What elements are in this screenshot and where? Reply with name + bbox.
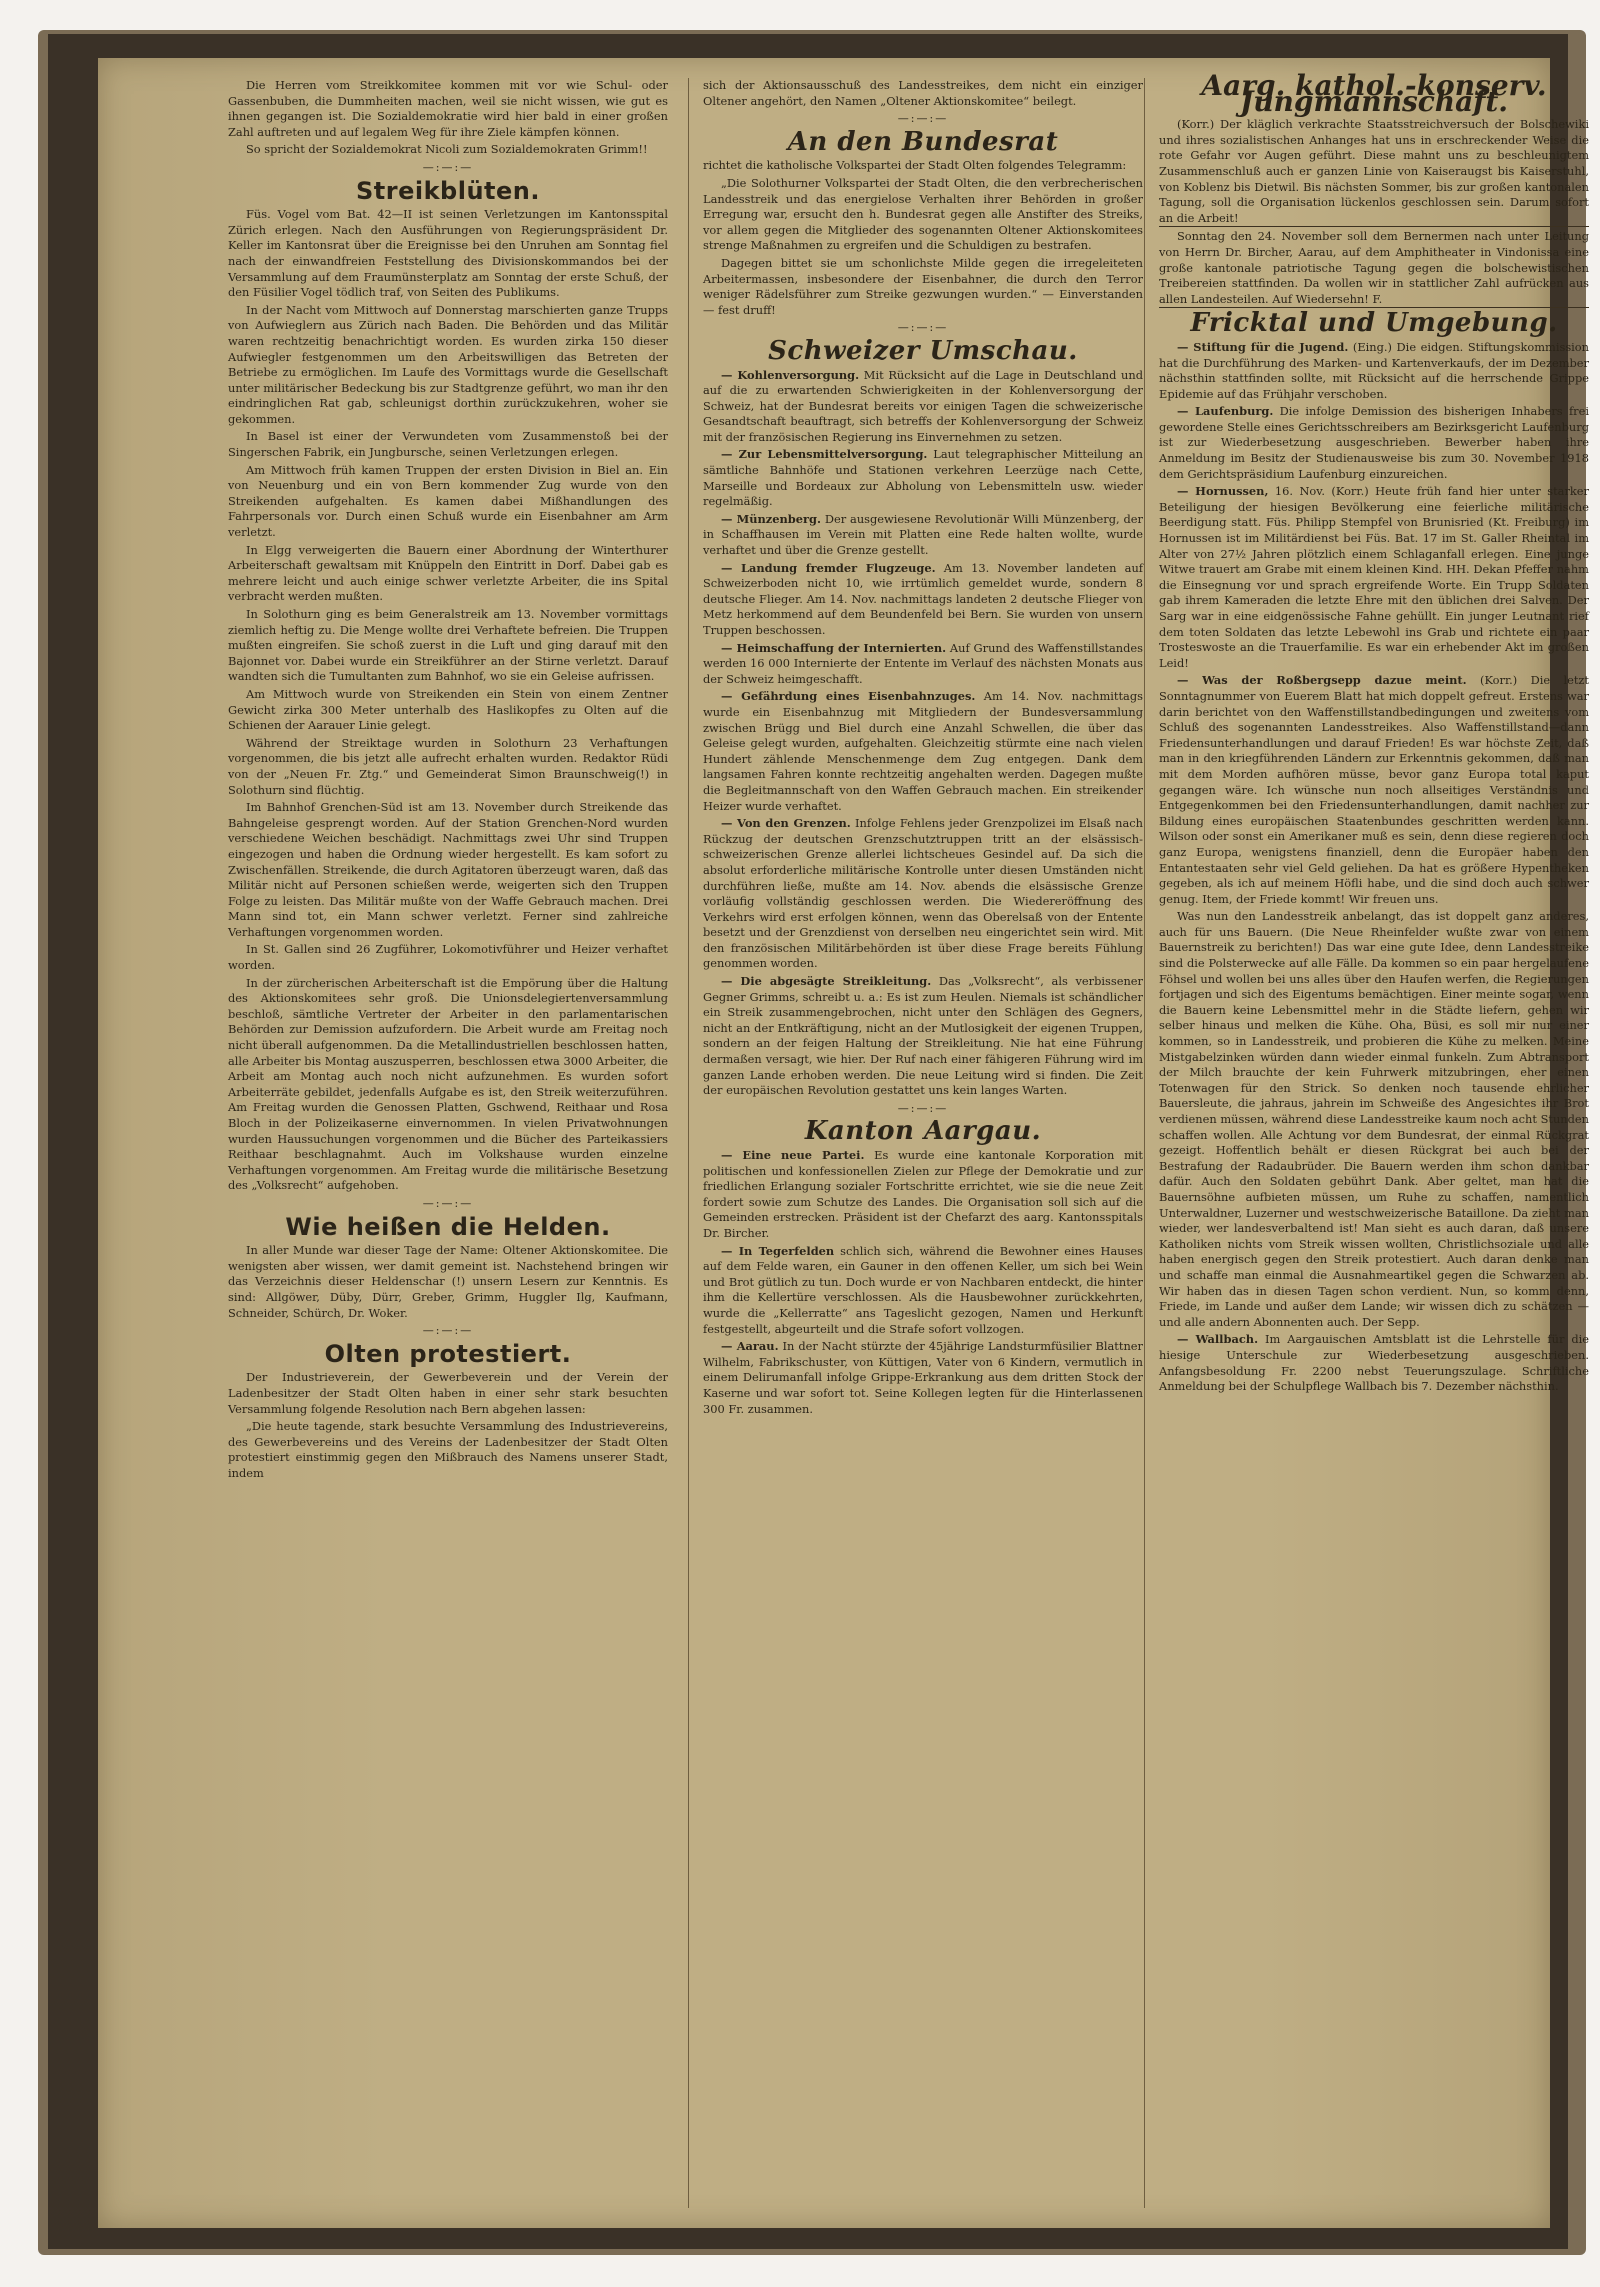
paragraph: Füs. Vogel vom Bat. 42—II ist seinen Verletzungen im Kantonsspital Zürich erlegen. Nach den Ausführungen von Regierungspräsident Dr. Keller im Kantonsrat über die Ereignisse bei den Unruhen am Sonntag fiel nach der einwandfreien Feststellung des Divisionskommandos bei der Versammlung auf dem Fraumünsterplatz am Sonntag der erste Schuß, der den Füsilier Vogel tödlich traf, von Seiten des Publikums. <box>228 207 668 300</box>
news-item <box>703 447 1143 509</box>
item-lead: — Landung fremder Flugzeuge. <box>721 560 936 575</box>
item-text: Mit Rücksicht auf die Lage in Deutschland und auf die zu erwartenden Schwierigkeiten in der Kohlenversorgung der Schweiz, hat der Bundesrat bereits vor einigen Tagen die schweizerische Gesandtschaft beauftragt, sich betreffs der Kohlenversorgung der Schweiz mit der französischen Regierung ins Einvernehmen zu setzen. <box>703 367 1143 444</box>
news-item <box>703 1244 1143 1338</box>
news-item <box>703 689 1143 814</box>
paragraph: In Basel ist einer der Verwundeten vom Zusammenstoß bei der Singerschen Fabrik, ein Jungbursche, seinen Verletzungen erlegen. <box>228 429 668 460</box>
item-lead: — In Tegerfelden <box>721 1243 835 1258</box>
news-item <box>703 974 1143 1099</box>
news-item <box>1159 404 1589 482</box>
item-text: In der Nacht stürzte der 45jährige Landsturmfüsilier Blattner Wilhelm, Fabrikschuster, von Küttigen, Vater von 6 Kindern, vermutlich in einem Delirumanfall infolge Grippe-Erkrankung aus dem dritten Stock der Kaserne und war sofort tot. Seine Kollegen legten für die Hinterlassenen 300 Fr. zusammen. <box>703 1339 1143 1416</box>
heading-schweizer-umschau: Schweizer Umschau. <box>768 335 1078 366</box>
paragraph: In der Nacht vom Mittwoch auf Donnerstag marschierten ganze Trupps von Aufwieglern aus Zürich nach Baden. Die Behörden und das Militär waren rechtzeitig benachrichtigt worden. Es wurden zirka 150 dieser Aufwiegler festgenommen um den Arbeitswilligen das Betreten der Betriebe zu ermöglichen. Im Laufe des Vormittags wurde die Gesellschaft unter militärischer Bedeckung bis zur Stadtgrenze geführt, wo man ihr den eindringlichen Rat gab, schleunigst dorthin zurückzukehren, woher sie gekommen. <box>228 302 668 426</box>
news-item <box>1159 1332 1589 1394</box>
column-3 <box>1144 69 1589 2208</box>
separator: —:—:— <box>422 1324 474 1338</box>
heading-helden: Wie heißen die Helden. <box>285 1212 611 1241</box>
news-item <box>703 368 1143 446</box>
item-lead: — Von den Grenzen. <box>721 816 851 831</box>
news-item <box>703 561 1143 639</box>
item-text: Am 14. Nov. nachmittags wurde ein Eisenbahnzug mit Mitgliedern der Bundesversammlung zwischen Brügg und Biel durch eine Anzahl Schwellen, die über das Geleise gelegt wurden, aufgehalten. Gleichzeitig stürmte eine nach vielen Hundert zählende Menschenmenge dem Zug entgegen. Dank dem langsamen Fahren konnte rechtzeitig angehalten werden. Dagegen mußte die Begleitmannschaft von den Waffen Gebrauch machen. Ein streikender Heizer wurde verhaftet. <box>703 689 1143 813</box>
item-text: Laut telegraphischer Mitteilung an sämtliche Bahnhöfe und Stationen verkehren Leerzüge nach Cette, Marseille und Bordeaux zur Abholung von Lebensmitteln usw. wieder regelmäßig. <box>703 447 1143 509</box>
item-text: Der ausgewiesene Revolutionär Willi Münzenberg, der in Schaffhausen im Verein mit Platten eine Rede halten wollte, wurde verhaftet und über die Grenze gestellt. <box>703 511 1143 558</box>
item-text: Was nun den Landesstreik anbelangt, das ist doppelt ganz anderes, auch für uns Bauern. (Die Neue Rheinfelder wußte zwar von einem Bauernstreik zu berichten!) Das war eine gute Idee, denn Landesstreike sind die Polsterwecke auf alle Fälle. Da kommen so ein paar hergelaufene Föhsel und wollen bei uns alles über den Haufen werfen, die Regierungen fortjagen und sich des Eigentums bemächtigen. Einer meinte sogar, wenn die Bauern keine Lebensmittel mehr in die Städte liefern, gehen wir selber hinaus und melken die Kühe. Oha, Büsi, es soll mir nur einer kommen, so in Landesstreik, und probieren die Kühe zu melken. Meine Mistgabelzinken würden dann wieder einmal funkeln. Zum Abtransport der Milch brauchte der kein Fuhrwerk mitzubringen, eher einen Totenwagen für den Strick. So denken noch tausende ehrlicher Bauersleute, die jahraus, jahrein im Schweiße des Angesichtes ihr Brot verdienen müssen, während diese Landesstreike kaum noch acht Stunden schaffen wollen. Alle Achtung vor dem Bundesrat, der einmal Rückgrat gezeigt. Hoffentlich behält er diesen Rückgrat bei auch bei der Bestrafung der Radaubrüder. Die Bauern werden ihm schon dankbar dafür. Auch den Soldaten gebührt Dank. Aber geltet, man hat die Bauernsöhne aufbieten müssen, um Ruhe zu schaffen, namentlich Unterwaldner, Luzerner und westschweizerische Bataillone. Da zieht man wieder, wer landesverbaltend ist! Man sieht es auch daran, daß unsere Katholiken nichts vom Streik wissen wollten, Christlichsoziale und alle haben energisch gegen den Streik protestiert. Auch daran denke man und schaffe man einmal die Ausnahmeartikel gegen die Schwarzen ab. Wir haben das in diesen Tagen schon verdient. Nun, so komm denn, Friede, im Lande und außer dem Lande; wir wissen dich zu schätzen — und alle andern Abonnenten auch. Der Sepp. <box>1159 909 1589 1329</box>
news-item <box>703 512 1143 559</box>
paragraph: Im Bahnhof Grenchen-Süd ist am 13. November durch Streikende das Bahngeleise gesprengt worden. Auf der Station Grenchen-Nord wurden verschiedene Weichen beschädigt. Nachmittags zwei Uhr sind Truppen eingezogen und haben die Ordnung wieder hergestellt. Es kam sofort zu Zwischenfällen. Streikende, die durch Agitatoren überzeugt waren, daß das Militär nicht auf Personen schießen werde, weigerten sich den Truppen Folge zu leisten. Das Militär mußte von der Waffe Gebrauch machen. Drei Mann sind tot, ein Mann schwer verletzt. Ferner sind zahlreiche Verhaftungen vorgenommen worden. <box>228 800 668 939</box>
heading-kanton-aargau: Kanton Aargau. <box>804 1116 1042 1147</box>
news-item <box>1159 484 1589 671</box>
item-lead: — Gefährdung eines Eisenbahnzuges. <box>721 689 976 704</box>
paragraph: richtet die katholische Volkspartei der Stadt Olten folgendes Telegramm: <box>703 158 1127 173</box>
paragraph: In St. Gallen sind 26 Zugführer, Lokomotivführer und Heizer verhaftet worden. <box>228 942 668 973</box>
col1-intro <box>228 78 668 158</box>
heading-jungmannschaft: Aarg. kathol.-konserv. Jungmannschaft. <box>1201 69 1547 118</box>
paragraph: So spricht der Sozialdemokrat Nicoli zum Sozialdemokraten Grimm!! <box>246 142 648 157</box>
item-text: Am 13. November landeten auf Schweizerboden nicht 10, wie irrtümlich gemeldet wurde, sondern 8 deutsche Flieger. Am 14. Nov. nachmittags landeten 2 deutsche Flieger von Metz herkommend auf dem Beundenfeld bei Bern. Sie wurden von unsern Truppen beschossen. <box>703 560 1143 637</box>
item-text: schlich sich, während die Bewohner eines Hauses auf dem Felde waren, ein Gauner in den offenen Keller, um sich bei Wein und Brot gütlich zu tun. Doch wurde er von Nachbaren entdeckt, die hinter ihm die Kellertüre verschlossen. Als die Hausbewohner zurückkehrten, wurde die „Kellerratte“ ans Tageslicht gezogen, Namen und Herkunft festgestellt, abgeurteilt und die Strafe sofort vollzogen. <box>703 1243 1143 1336</box>
news-item <box>1159 909 1589 1330</box>
paragraph: Sonntag den 24. November soll dem Bernermen nach unter Leitung von Herrn Dr. Bircher, Aarau, auf dem Amphitheater in Vindonissa eine große kantonale patriotische Tagung gegen die bolschewistischen Treibereien stattfinden. Da wollen wir in stattlicher Zahl aufrücken aus allen Landesteilen. Auf Wiedersehn! F. <box>1159 229 1589 308</box>
item-text: Auf Grund des Waffenstillstandes werden 16 000 Internierte der Entente im Verlauf des nächsten Monats aus der Schweiz heimgeschafft. <box>703 640 1143 686</box>
column-2 <box>688 78 1143 2208</box>
paragraph: Dagegen bittet sie um schonlichste Milde gegen die irregeleiteten Arbeitermassen, insbesondere der Eisenbahner, die durch den Terror weniger Rädelsführer zum Streike gezwungen wurden.“ — Einverstanden — fest druff! <box>703 255 1143 317</box>
paragraph: In aller Munde war dieser Tage der Name: Oltener Aktionskomitee. Die wenigsten aber wissen, wer damit gemeint ist. Nachstehend bringen wir das Verzeichnis dieser Heldenschar (!) unsern Lesern zur Kenntnis. Es sind: Allgöwer, Düby, Dürr, Greber, Grimm, Huggler Ilg, Kaufmann, Schneider, Schürch, Dr. Woker. <box>228 1243 668 1320</box>
item-text: (Korr.) Die letzt Sonntagnummer von Euerem Blatt hat mich doppelt gefreut. Erstens war darin berichtet von den Waffenstillstandbedingungen und zweitens vom Schluß des sogenannten Landesstreikes. Also Waffenstillstand—dann Friedensunterhandlungen und darauf Frieden! Es war höchste Zeit, daß man in den kriegführenden Ländern zur Erkenntnis gekommen, daß man mit dem Morden aufhören müsse, bevor ganz Europa total kaput gegangen wäre. Ich wünsche nun noch allseitiges Verständnis und Entgegenkommen bei den Friedensunterhandlungen, damit nachher zur Bildung eines europäischen Staatenbundes geschritten werden kann. Wilson oder sonst ein Amerikaner muß es sein, denn diese regieren doch ganz Europa, wenigstens finanziell, denn die Europäer haben den Entantestaaten sehr viel Geld geliehen. Da hat es größere Hypentheken gegeben, als ich auf meinem Höfli habe, und die sind doch auch schwer genug. Item, der Friede kommt! Wir freuen uns. <box>1159 673 1589 906</box>
news-item <box>703 1339 1143 1417</box>
paragraph: (Korr.) Der kläglich verkrachte Staatsstreichversuch der Bolschewiki und ihres sozialistischen Anhanges hat uns in erschreckender Weise die rote Gefahr vor Augen geführt. Diese mahnt uns zu beschleunigtem Zusammenschluß auch er ganzen Linie von Kaiseraugst bis Kaiserstuhl, von Koblenz bis Dietwil. Bis nächsten Sommer, bis zur großen kantonalen Tagung, soll die Organisation lückenlos geschlossen sein. Darum sofort an die Arbeit! <box>1159 117 1589 227</box>
item-lead: — Münzenberg. <box>721 511 821 526</box>
heading-olten: Olten protestiert. <box>324 1339 572 1368</box>
item-text: Die infolge Demission des bisherigen Inhabers frei gewordene Stelle eines Gerichtsschreibers am Bezirksgericht Laufenburg ist zur Wiederbesetzung ausgeschrieben. Bewerber haben ihre Anmeldung im Besitz der Studienausweise bis zum 30. November 1918 dem Gerichtspräsidium Laufenburg einzureichen. <box>1159 404 1589 481</box>
separator: —:—:— <box>422 160 474 174</box>
paragraph: Am Mittwoch wurde von Streikenden ein Stein von einem Zentner Gewicht zirka 300 Meter unterhalb des Haslikopfes zu Olten auf die Schienen der Aarauer Linie gelegt. <box>228 686 668 733</box>
paragraph: In der zürcherischen Arbeiterschaft ist die Empörung über die Haltung des Aktionskomitees sehr groß. Die Unionsdelegiertenversammlung beschloß, sämtliche Vertreter der Arbeiter in den parlamentarischen Behörden zur Demission aufzufordern. Die Arbeit wurde am Freitag noch nicht überall aufgenommen. Da die Metallindustriellen beschlossen hatten, alle Arbeiter bis Montag auszusperren, beschlossen etwa 3000 Arbeiter, die Arbeit am Montag auch noch nicht aufzunehmen. Es wurden sofort Arbeiterräte gebildet, jedenfalls Aufgabe es ist, den Streik weiterzuführen. Am Freitag wurden die Genossen Platten, Gschwend, Reithaar und Rosa Bloch in der Polizeikaserne einvernommen. In vielen Privatwohnungen wurden Haussuchungen vorgenommen und die Bücher des Parteikassiers Reithaar beschlagnahmt. Auch im Volkshause wurden einzelne Verhaftungen vorgenommen. Am Freitag wurde die militärische Besetzung des „Volksrecht“ aufgehoben. <box>228 975 668 1193</box>
item-lead: — Kohlenversorgung. <box>721 367 860 382</box>
paragraph: Der Industrieverein, der Gewerbeverein und der Verein der Ladenbesitzer der Stadt Olten haben in einer sehr stark besuchten Versammlung folgende Resolution nach Bern abgehen lassen: <box>228 1370 668 1416</box>
item-lead: — Was der Roßbergsepp dazue meint. <box>1177 673 1467 688</box>
news-item <box>703 641 1143 688</box>
item-lead: — Die abgesägte Streikleitung. <box>721 974 932 989</box>
paragraph: sich der Aktionsausschuß des Landesstreikes, dem nicht ein einziger Oltener angehört, den Namen „Oltener Aktionskomitee“ beilegt. <box>703 78 1143 108</box>
separator: —:—:— <box>897 112 949 126</box>
heading-bundesrat: An den Bundesrat <box>787 126 1059 157</box>
item-text: (Eing.) Die eidgen. Stiftungskommission hat die Durchführung des Marken- und Kartenverkaufs, der im Dezember nächsthin stattfinden sollte, mit Rücksicht auf die herrschende Grippe Epidemie auf das Frühjahr verschoben. <box>1159 339 1589 401</box>
item-text: Das „Volksrecht“, als verbissener Gegner Grimms, schreibt u. a.: Es ist zum Heulen. Niemals ist schändlicher ein Streik zusammengebrochen, nicht unter den Schlägen des Gegners, nicht an der Entkräftigung, nicht an der Mutlosigkeit der eigenen Truppen, sondern an der feigen Haltung der Streikleitung. Nie hat eine Führung dermaßen versagt, wie hier. Der Ruf nach einer fähigeren Führung wird im ganzen Lande erhoben werden. Die neue Leitung wird si finden. Die Zeit der europäischen Revolution gestattet uns kein langes Warten. <box>703 974 1143 1098</box>
item-text: Es wurde eine kantonale Korporation mit politischen und konfessionellen Zielen zur Pflege der Demokratie und zur friedlichen Erlangung sozialer Fortschritte errichtet, wie sie die neue Zeit fordert sowie zum Schutze des Landes. Die Organisation soll sich auf die Gemeinden erstrecken. Präsident ist der Chefarzt des aarg. Kantonsspitals Dr. Bircher. <box>703 1148 1143 1240</box>
paragraph: Während der Streiktage wurden in Solothurn 23 Verhaftungen vorgenommen, die bis jetzt alle aufrecht erhalten wurden. Redaktor Rüdi von der „Neuen Fr. Ztg.“ und Gemeinderat Simon Braunschweig(!) in Solothurn sind flüchtig. <box>228 735 668 797</box>
newspaper-page <box>98 58 1589 2228</box>
heading-fricktal: Fricktal und Umgebung. <box>1190 308 1558 339</box>
paragraph: Am Mittwoch früh kamen Truppen der ersten Division in Biel an. Ein von Neuenburg und ein von Bern kommender Zug wurde von den Streikenden aufgehalten. Es kamen dabei Mißhandlungen des Fahrpersonals vor. Durch einen Schuß wurde ein Eisenbahner am Arm verletzt. <box>228 462 668 540</box>
heading-streikblueten: Streikblüten. <box>355 176 540 205</box>
item-lead: — Zur Lebensmittelversorgung. <box>721 447 928 462</box>
item-lead: — Hornussen, <box>1177 484 1269 499</box>
paragraph: In Solothurn ging es beim Generalstreik am 13. November vormittags ziemlich heftig zu. Die Menge wollte drei Verhaftete befreien. Die Truppen mußten eingreifen. Sie schoß zuerst in die Luft und ging darauf mit den Bajonnet vor. Dabei wurde ein Streikführer an der Stirne verletzt. Darauf wandten sich die Tumultanten zum Bahnhof, wo sie ein Geleise aufrissen. <box>228 607 668 684</box>
paragraph: „Die Solothurner Volkspartei der Stadt Olten, die den verbrecherischen Landesstreik und das energielose Verhalten ihrer Behörden in großer Erregung war, ersucht den h. Bundesrat gegen alle Anstifter des Streiks, vor allem gegen die Mitglieder des sogenannten Oltener Aktionskomitees strenge Maßnahmen zu ergreifen und die Schuldigen zu bestrafen. <box>703 175 1143 253</box>
news-item <box>703 816 1143 972</box>
news-item <box>703 1148 1143 1242</box>
separator: —:—:— <box>422 1196 474 1210</box>
item-text: Infolge Fehlens jeder Grenzpolizei im Elsaß nach Rückzug der deutschen Grenzschutztruppen tritt an der elsässisch-schweizerischen Grenze allerlei lichtscheues Gesindel auf. Da sich die absolut erforderliche militärische Kontrolle unter diesen Umständen nicht durchführen ließe, mußte am 14. Nov. abends die elsässische Grenze vorläufig vollständig geschlossen werden. Die Wiedereröffnung des Verkehrs wird erst erfolgen können, wenn das Oberelsaß von der Entente besetzt und der Grenzdienst von derselben neu eingerichtet sein wird. Mit den französischen Militärbehörden ist über diese Frage bereits Fühlung genommen worden. <box>703 816 1144 971</box>
item-lead: — Wallbach. <box>1177 1332 1259 1347</box>
item-lead: — Aarau. <box>721 1339 779 1354</box>
item-lead: — Laufenburg. <box>1177 404 1274 419</box>
article-streikblueten <box>228 207 668 1194</box>
paragraph: In Elgg verweigerten die Bauern einer Abordnung der Winterthurer Arbeiterschaft gewaltsam mit Knüppeln den Eintritt in Dorf. Dabei gab es mehrere leicht und auch einige schwer verletzte Arbeiter, die ins Spital verbracht werden mußten. <box>228 542 668 604</box>
paragraph: Die Herren vom Streikkomitee kommen mit vor wie Schul- oder Gassenbuben, die Dummheiten machen, weil sie nicht wissen, wie gut es ihnen gegangen ist. Die Sozialdemokratie wird hier bald in einer großen Zahl auftreten und auf legalem Weg für ihre Ziele kämpfen können. <box>228 78 668 139</box>
item-text: Im Aargauischen Amtsblatt ist die Lehrstelle für die hiesige Unterschule zur Wiederbesetzung ausgeschrieben. Anfangsbesoldung Fr. 2200 nebst Teuerungszulage. Schriftliche Anmeldung bei der Schulpflege Wallbach bis 7. Dezember nächsthin. <box>1159 1332 1589 1394</box>
article-fricktal <box>1159 340 1589 1395</box>
article-kanton-aargau <box>703 1148 1143 1417</box>
separator: —:—:— <box>897 1101 949 1115</box>
news-item <box>1159 673 1589 907</box>
article-schweizer-umschau <box>703 368 1143 1099</box>
news-item <box>1159 340 1589 402</box>
item-lead: — Stiftung für die Jugend. <box>1177 339 1349 354</box>
item-lead: — Heimschaffung der Internierten. <box>721 640 947 655</box>
separator: —:—:— <box>897 321 949 335</box>
item-text: 16. Nov. (Korr.) Heute früh fand hier unter starker Beteiligung der hiesigen Bevölkerung eine feierliche militärische Beerdigung statt. Füs. Philipp Stempfel von Brunisried (Kt. Freiburg) im Hornussen ist im Militärdienst bei Füs. Bat. 17 im St. Galler Rheintal im Alter von 27½ Jahren plötzlich einem Schlaganfall erlegen. Eine junge Witwe trauert am Grabe mit einem kleinen Kind. HH. Dekan Pfeffer nahm die Einsegnung vor und sprach ergreifende Worte. Ein Trupp Soldaten gab ihrem Kameraden die letzte Ehre mit den üblichen drei Salven. Der Sarg war in eine eidgenössische Fahne gehüllt. Ein junger Leutnant rief dem toten Soldaten das letzte Lebewohl ins Grab und richtete ein paar Trosteswoste an die Trauerfamilie. Es war ein erhebender Akt im großen Leid! <box>1159 484 1589 670</box>
paragraph: „Die heute tagende, stark besuchte Versammlung des Industrievereins, des Gewerbevereins und des Vereins der Ladenbesitzer der Stadt Olten protestiert einstimmig gegen den Mißbrauch des Namens unserer Stadt, indem <box>228 1419 668 1480</box>
item-lead: — Eine neue Partei. <box>721 1148 865 1162</box>
column-1 <box>228 78 668 2208</box>
